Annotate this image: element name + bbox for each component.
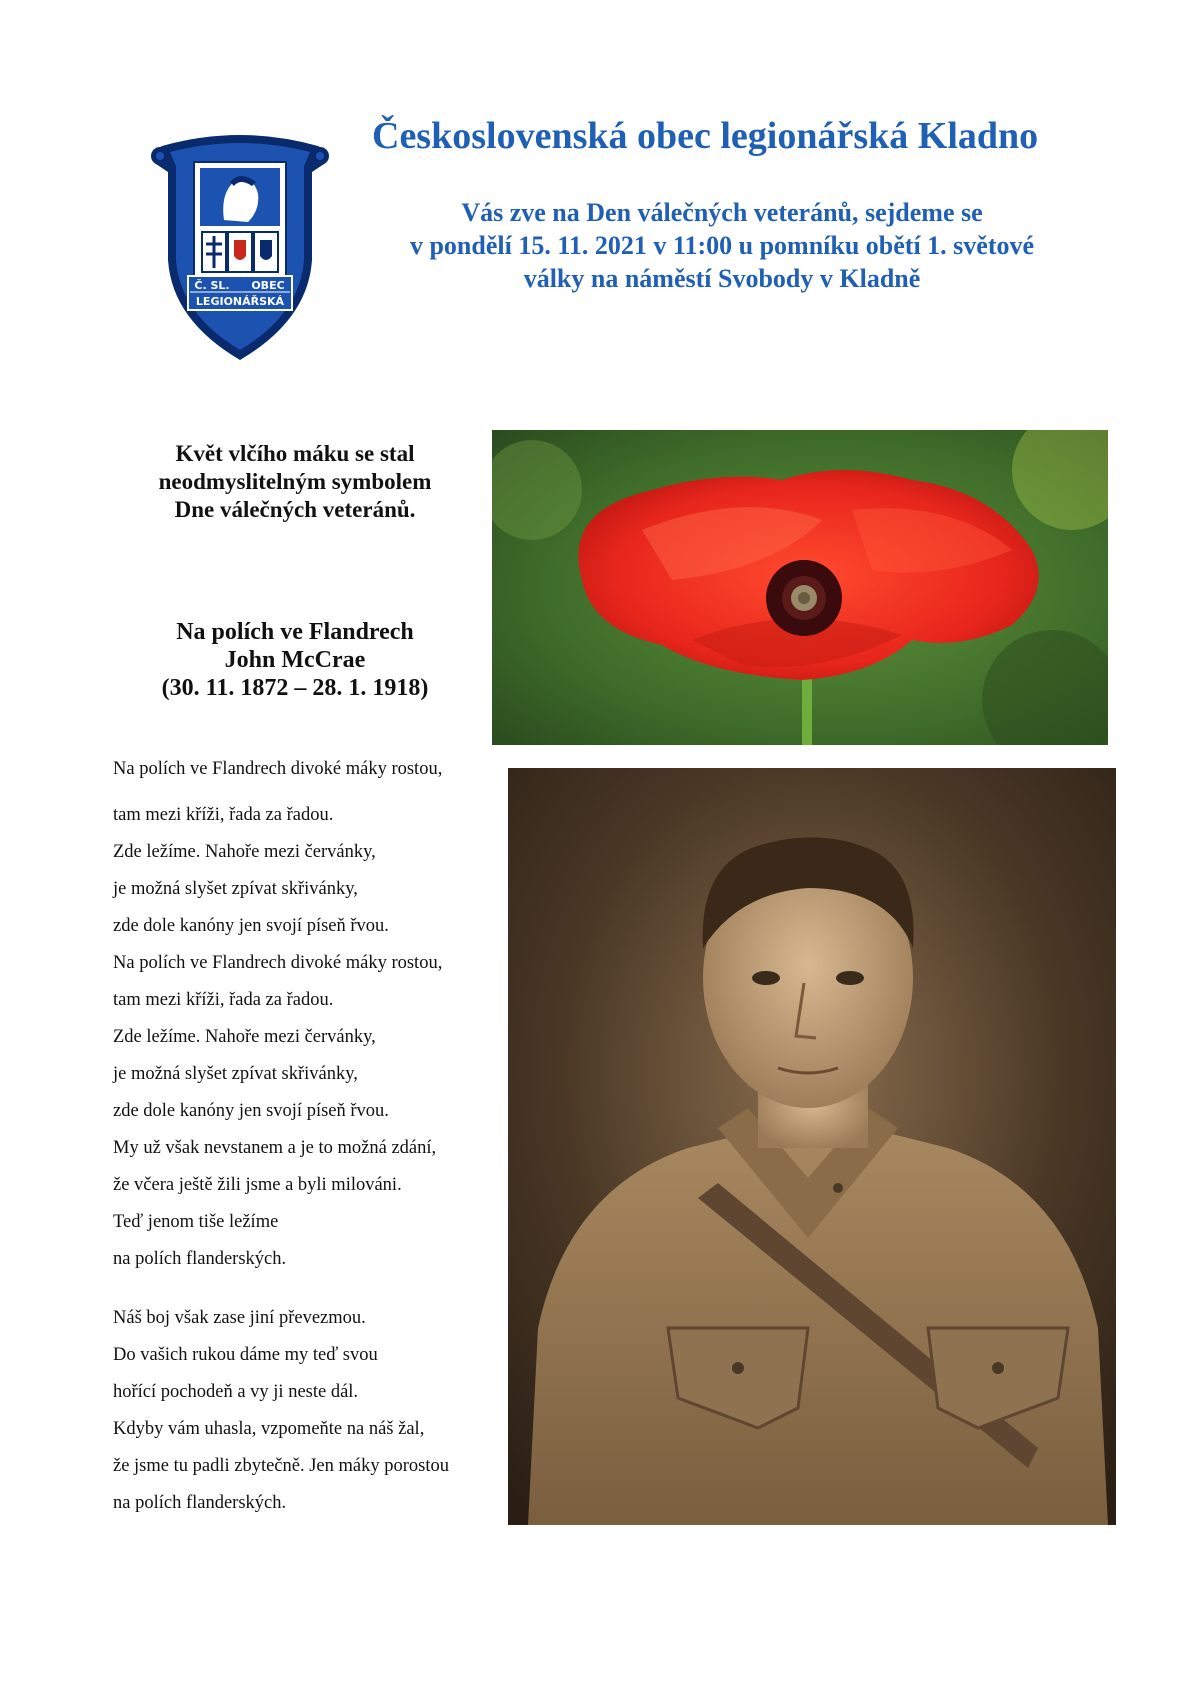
poem-line: Zde ležíme. Nahoře mezi červánky, bbox=[113, 1027, 376, 1047]
logo-text-csl: Č. SL. bbox=[194, 279, 230, 292]
poem-line: Do vašich rukou dáme my teď svou bbox=[113, 1345, 378, 1365]
poem-line: že včera ještě žili jsme a byli milováni. bbox=[113, 1175, 402, 1195]
invitation-text bbox=[372, 196, 1072, 295]
poppy-photo bbox=[492, 430, 1108, 745]
poem-line: je možná slyšet zpívat skřivánky, bbox=[113, 879, 358, 899]
invitation-line: v pondělí 15. 11. 2021 v 11:00 u pomníku obětí 1. světové bbox=[409, 231, 1035, 260]
poem-heading bbox=[130, 618, 460, 702]
poem-dates: (30. 11. 1872 – 28. 1. 1918) bbox=[161, 675, 429, 701]
poem-line: hořící pochodeň a vy ji neste dál. bbox=[113, 1382, 359, 1402]
portrait-photo bbox=[508, 768, 1116, 1525]
poem-line: Zde ležíme. Nahoře mezi červánky, bbox=[113, 842, 376, 862]
legion-logo bbox=[140, 132, 340, 364]
poem-line: zde dole kanóny jen svojí píseň řvou. bbox=[113, 1101, 389, 1121]
stanza-gap bbox=[113, 1285, 493, 1307]
poem-line: Na polích ve Flandrech divoké máky rostou, bbox=[113, 953, 443, 973]
poem-line: že jsme tu padli zbytečně. Jen máky porostou bbox=[113, 1456, 449, 1476]
poem-line: tam mezi kříži, řada za řadou. bbox=[113, 990, 334, 1010]
poem-title: Na polích ve Flandrech bbox=[176, 619, 414, 645]
poem-author: John McCrae bbox=[224, 647, 366, 673]
invitation-line: Vás zve na Den válečných veteránů, sejdeme se bbox=[461, 198, 983, 227]
logo-text-legionarska: LEGIONÁŘSKÁ bbox=[195, 295, 285, 308]
invitation-line: války na náměstí Svobody v Kladně bbox=[523, 264, 921, 293]
poem-line: na polích flanderských. bbox=[113, 1493, 287, 1513]
poem-line: tam mezi kříži, řada za řadou. bbox=[113, 805, 334, 825]
symbol-line: neodmyslitelným symbolem bbox=[158, 469, 432, 494]
page-title: Československá obec legionářská Kladno bbox=[372, 115, 1039, 157]
poem-line: zde dole kanóny jen svojí píseň řvou. bbox=[113, 916, 389, 936]
logo-text-obec: OBEC bbox=[251, 279, 285, 292]
poem-line: Kdyby vám uhasla, vzpomeňte na náš žal, bbox=[113, 1419, 425, 1439]
poem-body bbox=[113, 758, 493, 1529]
poem-line: Na polích ve Flandrech divoké máky rostou, bbox=[113, 759, 443, 779]
symbol-line: Dne válečných veteránů. bbox=[174, 497, 416, 522]
poem-line: Teď jenom tiše ležíme bbox=[113, 1212, 279, 1232]
poem-line: je možná slyšet zpívat skřivánky, bbox=[113, 1064, 358, 1084]
poem-line: na polích flanderských. bbox=[113, 1249, 287, 1269]
poem-line: My už však nevstanem a je to možná zdání, bbox=[113, 1138, 437, 1158]
symbol-line: Květ vlčího máku se stal bbox=[175, 441, 415, 466]
poppy-symbol-text bbox=[120, 440, 470, 524]
poem-line: Náš boj však zase jiní převezmou. bbox=[113, 1308, 366, 1328]
